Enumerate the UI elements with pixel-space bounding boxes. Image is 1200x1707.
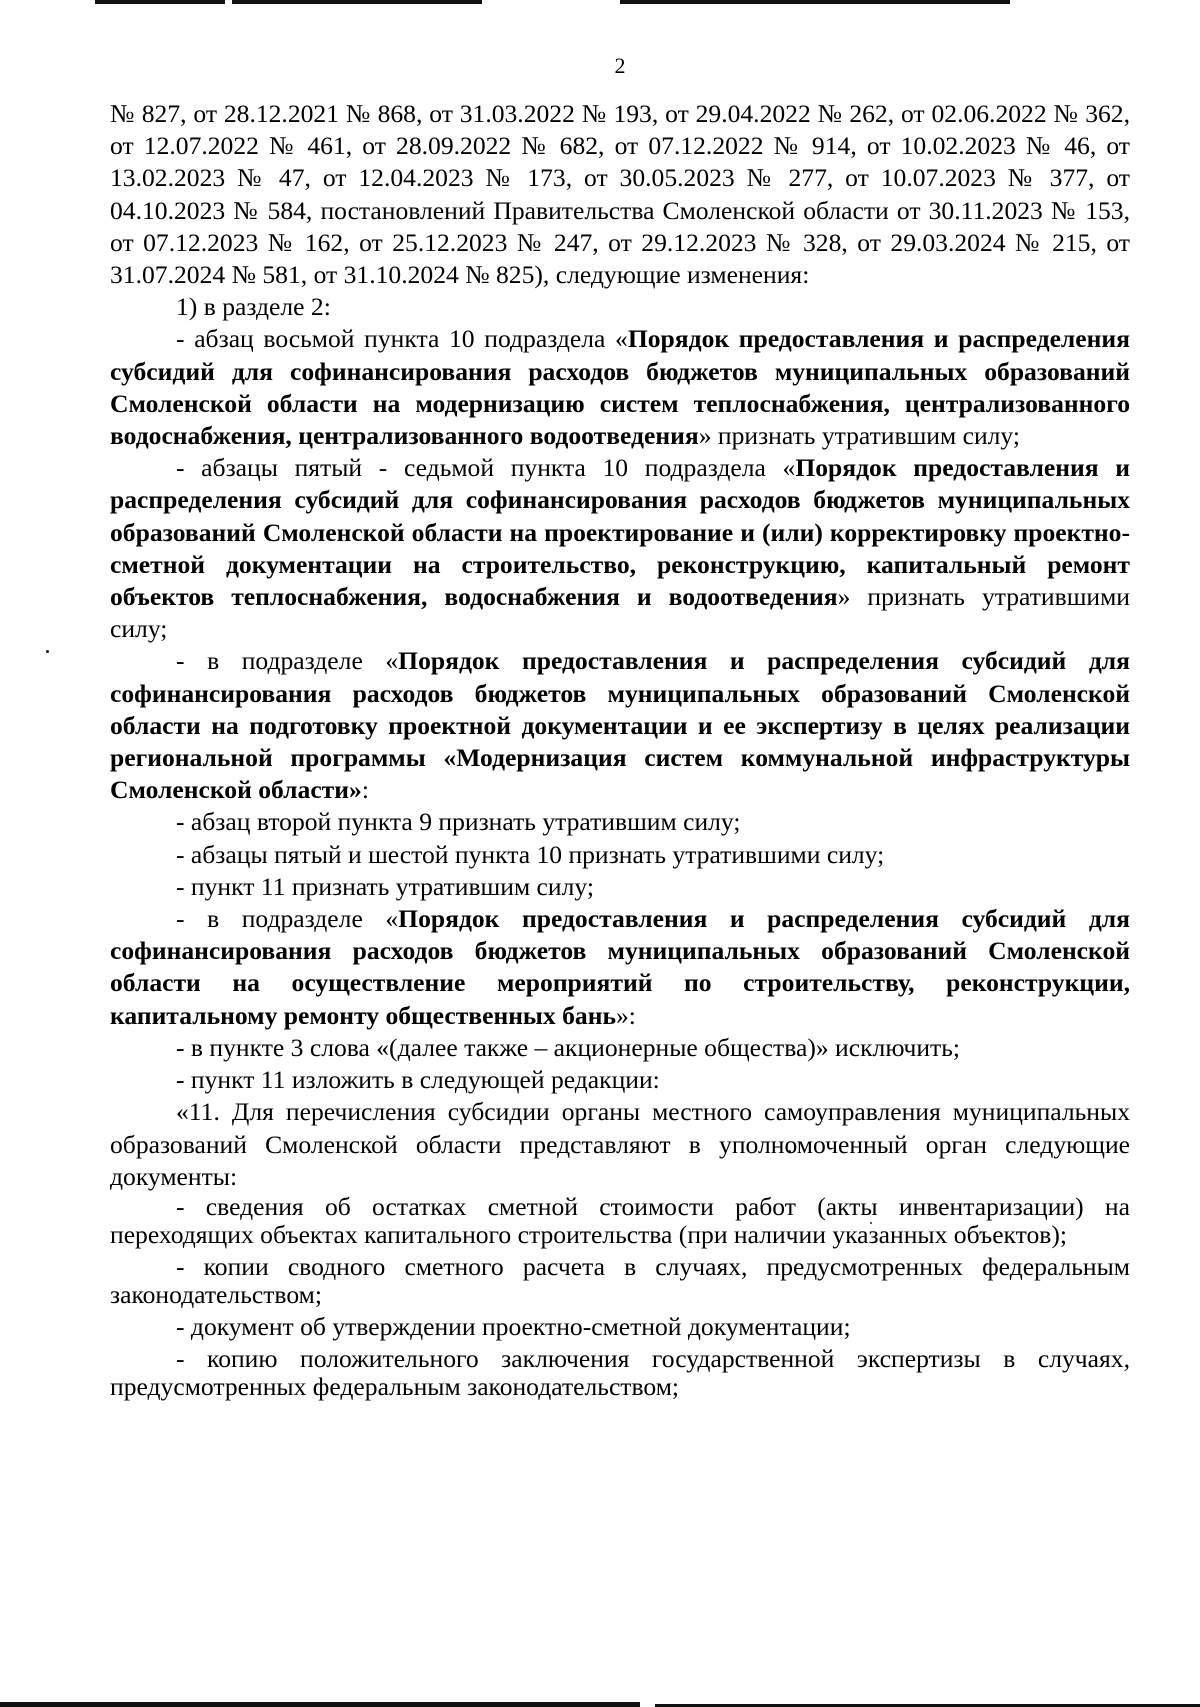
text-run: - абзацы пятый - седьмой пункта 10 подраздела «: [176, 453, 796, 483]
paragraph: [110, 452, 1130, 645]
paragraph: [110, 903, 1130, 1032]
text-run: № 827, от 28.12.2021 № 868, от 31.03.2022 № 193, от 29.04.2022 № 262, от 02.06.2022 № 362, от 12.07.2022 № 461, от 28.09.2022 № 682, от 07.12.2022 № 914, от 10.02.2023 № 46, от 13.02.2023 № 47, от 12.04.2023 № 173, от 30.05.2023 № 277, от 10.07.2023 № 377, от 04.10.2023 № 584, постановлений Правительства Смоленской области от 30.11.2023 № 153, от 07.12.2023 № 162, от 25.12.2023 № 247, от 29.12.2023 № 328, от 29.03.2024 № 215, от 31.07.2024 № 581, от 31.10.2024 № 825), следующие изменения:: [110, 99, 1130, 290]
paragraph: [110, 1313, 1130, 1341]
paragraph: [110, 839, 1130, 871]
bold-text: Порядок предоставления и распределения субсидий для софинансирования расходов бюджетов муниципальных образований Смоленской области на осуществление мероприятий по строительству, реконструкции, капитальному ремонту общественных бань: [110, 904, 1130, 1030]
scan-speck: [46, 650, 49, 653]
scan-edge-mark: [232, 0, 482, 4]
scan-edge-mark: [620, 0, 1010, 4]
paragraph: [110, 1032, 1130, 1064]
text-run: - пункт 11 изложить в следующей редакции:: [176, 1065, 660, 1095]
text-run: - пункт 11 признать утратившим силу;: [176, 871, 594, 901]
text-run: » признать утратившим силу;: [698, 421, 1020, 451]
text-run: - в пункте 3 слова «(далее также – акционерные общества)» исключить;: [176, 1032, 960, 1062]
text-run: - копию положительного заключения государственной экспертизы в случаях, предусмотренных федеральным законодательством;: [110, 1343, 1130, 1401]
text-run: :: [361, 775, 369, 805]
bold-text: Порядок предоставления и распределения субсидий для софинансирования расходов бюджетов муниципальных образований Смоленской области на проектирование и (или) корректировку проектно-сметной документации на строительство, реконструкцию, капитальный ремонт объектов теплоснабжения, водоснабжения и водоотведения: [110, 453, 1130, 612]
text-run: - копии сводного сметного расчета в случаях, предусмотренных федеральным законодательством;: [110, 1251, 1130, 1309]
text-run: - сведения об остатках сметной стоимости работ (акты инвентаризации) на переходящих объектах капитального строительства (при наличии указанных объектов);: [110, 1191, 1130, 1249]
paragraph: [110, 1253, 1130, 1309]
paragraph: [110, 323, 1130, 452]
scan-edge-mark: [95, 0, 225, 4]
page-number: 2: [614, 53, 626, 78]
text-run: - абзацы пятый и шестой пункта 10 признать утратившими силу;: [176, 839, 885, 869]
paragraph: [110, 1096, 1130, 1193]
text-run: - в подразделе «: [176, 646, 399, 676]
text-run: 1) в разделе 2:: [176, 292, 331, 322]
paragraph: [110, 1193, 1130, 1249]
paragraph: [110, 645, 1130, 806]
paragraph: [110, 871, 1130, 903]
paragraph: [110, 1345, 1130, 1401]
text-run: - в подразделе «: [176, 904, 399, 934]
text-run: «11. Для перечисления субсидии органы местного самоуправления муниципальных образований Смоленской области представляют в уполномоченный орган следующие документы:: [110, 1097, 1130, 1191]
paragraph: [110, 1064, 1130, 1096]
text-run: »:: [616, 1000, 636, 1030]
paragraph: [110, 98, 1130, 291]
text-run: - абзац восьмой пункта 10 подраздела «: [176, 324, 628, 354]
paragraph: [110, 291, 1130, 323]
text-run: - абзац второй пункта 9 признать утратившим силу;: [176, 807, 741, 837]
document-body: [110, 98, 1130, 1405]
scan-edge-mark: [0, 1702, 640, 1707]
paragraph: [110, 806, 1130, 838]
text-run: » признать утратившими силу;: [110, 582, 1131, 644]
bold-text: Порядок предоставления и распределения субсидий для софинансирования расходов бюджетов муниципальных образований Смоленской области на подготовку проектной документации и ее экспертизу в целях реализации региональной программы «Модернизация систем коммунальной инфраструктуры Смоленской области»: [110, 646, 1130, 805]
bold-text: Порядок предоставления и распределения субсидий для софинансирования расходов бюджетов муниципальных образований Смоленской области на модернизацию систем теплоснабжения, централизованного водоснабжения, централизованного водоотведения: [110, 324, 1130, 451]
text-run: - документ об утверждении проектно-сметной документации;: [176, 1311, 851, 1341]
